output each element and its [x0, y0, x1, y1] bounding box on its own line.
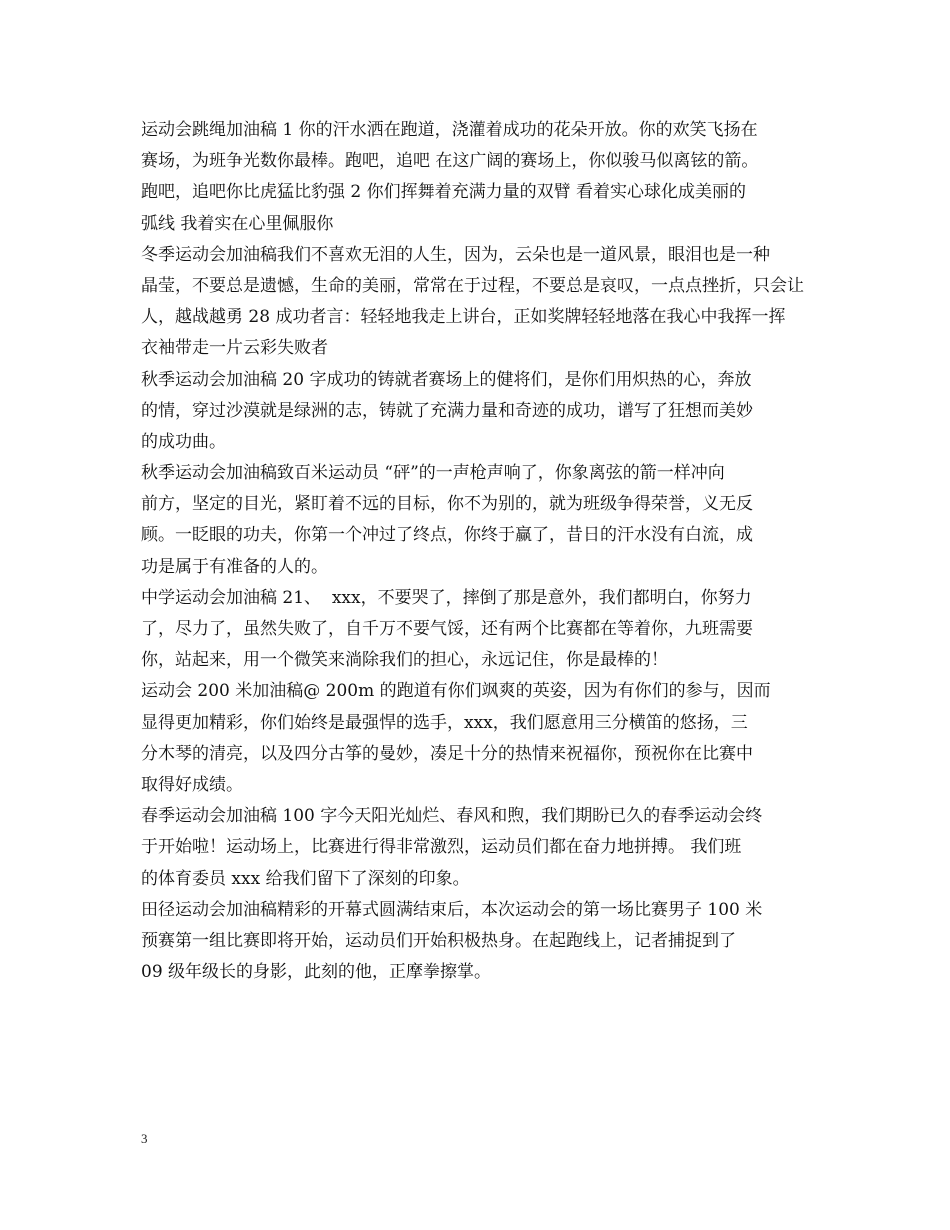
text-line: 冬季运动会加油稿我们不喜欢无泪的人生，因为，云朵也是一道风景，眼泪也是一种 — [141, 244, 770, 265]
text-line: 弧线 我着实在心里佩服你 — [141, 213, 334, 234]
text-line: 于开始啦！运动场上，比赛进行得非常激烈，运动员们都在奋力地拼搏。 我们班 — [141, 837, 742, 858]
page-number: 3 — [141, 1131, 148, 1146]
text-line: 人，越战越勇 28 成功者言：轻轻地我走上讲台，正如奖牌轻轻地落在我心中我挥一挥 — [141, 307, 786, 328]
text-line: 秋季运动会加油稿致百米运动员 “砰”的一声枪声响了，你象离弦的箭一样冲向 — [141, 463, 725, 484]
text-line: 赛场，为班争光数你最棒。跑吧，追吧 在这广阔的赛场上，你似骏马似离铉的箭。 — [141, 151, 759, 172]
text-line: 运动会 200 米加油稿@ 200m 的跑道有你们飒爽的英姿，因为有你们的参与，因而 — [141, 681, 771, 702]
text-line: 的情，穿过沙漠就是绿洲的志，铸就了充满力量和奇迹的成功，谱写了狂想而美妙 — [141, 400, 753, 421]
document-body — [141, 115, 817, 988]
text-line: 前方，坚定的目光，紧盯着不远的目标，你不为别的，就为班级争得荣誉，义无反 — [141, 494, 753, 515]
text-line: 衣袖带走一片云彩失败者 — [141, 338, 328, 359]
text-line: 了，尽力了，虽然失败了，自千万不要气馁，还有两个比赛都在等着你，九班需要 — [141, 619, 753, 639]
text-line: 运动会跳绳加油稿 1 你的汗水洒在跑道，浇灌着成功的花朵开放。你的欢笑飞扬在 — [141, 120, 758, 140]
text-line: 你，站起来，用一个微笑来淌除我们的担心，永远记住，你是最棒的！ — [141, 650, 668, 671]
text-line: 的成功曲。 — [141, 431, 226, 452]
text-line: 预赛第一组比赛即将开始，运动员们开始积极热身。在起跑线上，记者捕捉到了 — [141, 930, 736, 951]
text-line: 晶莹，不要总是遗憾，生命的美丽，常常在于过程，不要总是哀叹，一点点挫折，只会让 — [141, 275, 804, 296]
text-line: 功是属于有准备的人的。 — [141, 556, 328, 577]
text-line: 显得更加精彩，你们始终是最强悍的选手，xxx，我们愿意用三分横笛的悠扬，三 — [141, 712, 748, 733]
text-line: 分木琴的清亮，以及四分古筝的曼妙，凑足十分的热情来祝福你，预祝你在比赛中 — [141, 743, 753, 764]
text-line: 的体育委员 xxx 给我们留下了深刻的印象。 — [141, 868, 470, 889]
text-line: 中学运动会加油稿 21、 xxx，不要哭了，摔倒了那是意外，我们都明白，你努力 — [141, 587, 752, 608]
text-line: 取得好成绩。 — [141, 774, 243, 795]
text-line: 秋季运动会加油稿 20 字成功的铸就者赛场上的健将们，是你们用炽热的心，奔放 — [141, 369, 752, 390]
text-line: 09 级年级长的身影，此刻的他，正摩拳擦掌。 — [141, 962, 492, 983]
text-line: 田径运动会加油稿精彩的开幕式圆满结束后，本次运动会的第一场比赛男子 100 米 — [141, 899, 763, 920]
text-line: 顾。一眨眼的功夫，你第一个冲过了终点，你终于赢了，昔日的汗水没有白流，成 — [141, 525, 753, 546]
text-line: 春季运动会加油稿 100 字今天阳光灿烂、春风和煦，我们期盼已久的春季运动会终 — [141, 806, 763, 827]
text-line: 跑吧，追吧你比虎猛比豹强 2 你们挥舞着充满力量的双臂 看着实心球化成美丽的 — [141, 182, 747, 203]
